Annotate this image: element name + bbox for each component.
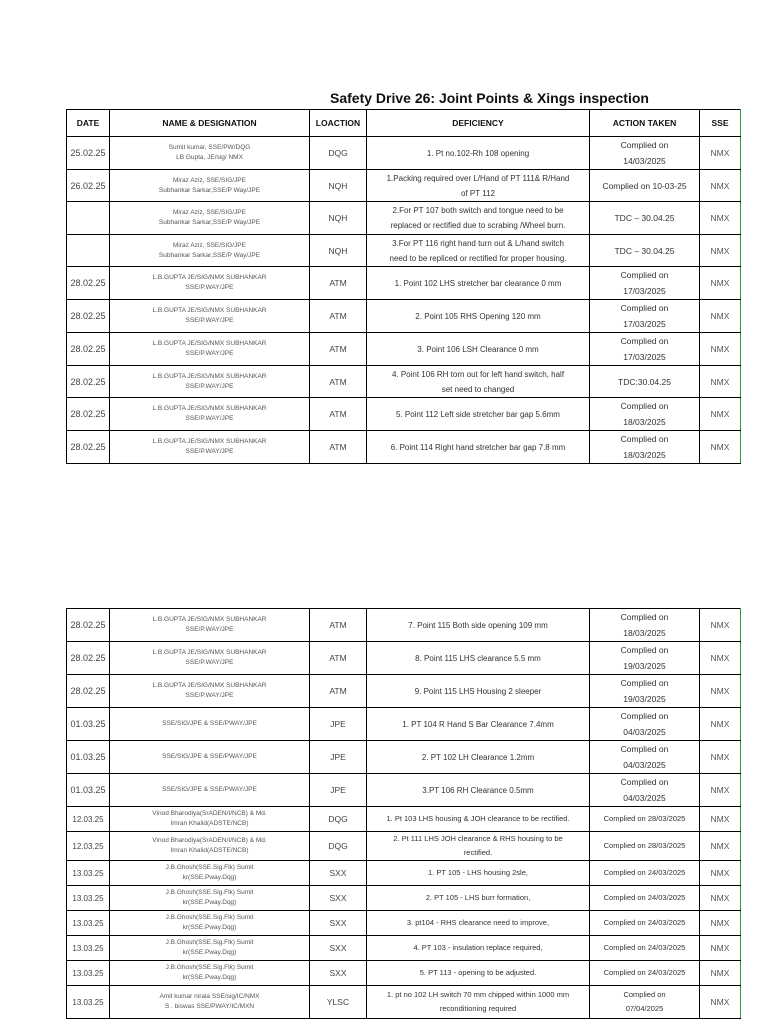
table-row xyxy=(67,366,741,398)
name-cell: Miraz Aziz, SSE/SIG/JPE Subhankar Sarkar,SSE/P Way/JPE xyxy=(110,235,310,267)
location-cell: JPE xyxy=(310,774,367,807)
date-cell: 28.02.25 xyxy=(67,431,110,464)
table-row xyxy=(67,832,741,861)
table-row xyxy=(67,986,741,1019)
table-row xyxy=(67,774,741,807)
action-cell: Complied on 28/03/2025 xyxy=(590,807,700,832)
deficiency-cell: 2.For PT 107 both switch and tongue need to be replaced or rectified due to scrabing /Wheel burn. xyxy=(367,202,590,235)
deficiency-cell: 8. Point 115 LHS clearance 5.5 mm xyxy=(367,642,590,675)
action-cell: Complied on 04/03/2025 xyxy=(590,741,700,774)
deficiency-cell: 6. Point 114 Right hand stretcher bar gap 7.8 mm xyxy=(367,431,590,464)
deficiency-cell: 1. Pt no.102-Rh 108 opening xyxy=(367,137,590,170)
date-cell: 26.02.25 xyxy=(67,170,110,202)
sse-cell: NMX xyxy=(700,807,741,832)
date-cell: 28.02.25 xyxy=(67,609,110,642)
date-cell: 28.02.25 xyxy=(67,675,110,708)
date-cell: 13.03.25 xyxy=(67,886,110,911)
sse-cell: NMX xyxy=(700,202,741,235)
deficiency-cell: 7. Point 115 Both side opening 109 mm xyxy=(367,609,590,642)
name-cell: L.B.GUPTA JE/SIG/NMX SUBHANKAR SSE/P.WAY/JPE xyxy=(110,333,310,366)
table-header-row xyxy=(67,110,741,137)
table-row xyxy=(67,170,741,202)
name-cell: L.B.GUPTA JE/SIG/NMX SUBHANKAR SSE/P.WAY/JPE xyxy=(110,609,310,642)
table-row xyxy=(67,936,741,961)
deficiency-cell: 2. Point 105 RHS Opening 120 mm xyxy=(367,300,590,333)
action-cell: Complied on 18/03/2025 xyxy=(590,398,700,431)
deficiency-cell: 1. Pt 103 LHS housing & JOH clearance to be rectified. xyxy=(367,807,590,832)
location-cell: SXX xyxy=(310,861,367,886)
date-cell: 28.02.25 xyxy=(67,366,110,398)
name-cell: SSE/SIG/JPE & SSE/PWAY/JPE xyxy=(110,774,310,807)
date-cell: 13.03.25 xyxy=(67,961,110,986)
sse-cell: NMX xyxy=(700,398,741,431)
sse-cell: NMX xyxy=(700,911,741,936)
sse-cell: NMX xyxy=(700,642,741,675)
location-cell: ATM xyxy=(310,300,367,333)
date-cell: 13.03.25 xyxy=(67,986,110,1019)
date-cell xyxy=(67,202,110,235)
location-cell: ATM xyxy=(310,333,367,366)
name-cell: SSE/SIG/JPE & SSE/PWAY/JPE xyxy=(110,708,310,741)
action-cell: Complied on 17/03/2025 xyxy=(590,333,700,366)
name-cell: J.B.Ghosh(SSE.Sig.Flk) Sumit kr(SSE.Pway.Dqg) xyxy=(110,961,310,986)
action-cell: Complied on 19/03/2025 xyxy=(590,675,700,708)
action-cell: Complied on 17/03/2025 xyxy=(590,300,700,333)
name-cell: L.B.GUPTA JE/SIG/NMX SUBHANKAR SSE/P.WAY/JPE xyxy=(110,431,310,464)
action-cell: Complied on 17/03/2025 xyxy=(590,267,700,300)
location-cell: YLSC xyxy=(310,986,367,1019)
sse-cell: NMX xyxy=(700,300,741,333)
location-cell: SXX xyxy=(310,936,367,961)
action-cell: Complied on 18/03/2025 xyxy=(590,431,700,464)
table-row xyxy=(67,431,741,464)
location-cell: ATM xyxy=(310,267,367,300)
table-row xyxy=(67,741,741,774)
header-action: ACTION TAKEN xyxy=(590,110,700,137)
sse-cell: NMX xyxy=(700,137,741,170)
table-row xyxy=(67,235,741,267)
action-cell: Complied on 24/03/2025 xyxy=(590,886,700,911)
location-cell: DQG xyxy=(310,832,367,861)
table-row xyxy=(67,807,741,832)
deficiency-cell: 2. PT 102 LH Clearance 1.2mm xyxy=(367,741,590,774)
header-name: NAME & DESIGNATION xyxy=(110,110,310,137)
name-cell: SSE/SIG/JPE & SSE/PWAY/JPE xyxy=(110,741,310,774)
location-cell: SXX xyxy=(310,961,367,986)
sse-cell: NMX xyxy=(700,986,741,1019)
name-cell: Miraz Aziz, SSE/SIG/JPE Subhankar Sarkar,SSE/P Way/JPE xyxy=(110,202,310,235)
action-cell: Complied on 10-03-25 xyxy=(590,170,700,202)
deficiency-cell: 1. PT 104 R Hand S Bar Clearance 7.4mm xyxy=(367,708,590,741)
deficiency-cell: 1. pt no 102 LH switch 70 mm chipped within 1000 mm reconditioning required xyxy=(367,986,590,1019)
name-cell: L.B.GUPTA JE/SIG/NMX SUBHANKAR SSE/P.WAY/JPE xyxy=(110,366,310,398)
date-cell: 28.02.25 xyxy=(67,300,110,333)
table-row xyxy=(67,886,741,911)
name-cell: Amit kumar nirala SSE/sig/IC/NMX S . biswas SSE/PWAY/IC/MXN xyxy=(110,986,310,1019)
deficiency-cell: 4. Point 106 RH torn out for left hand switch, half set need to changed xyxy=(367,366,590,398)
location-cell: ATM xyxy=(310,675,367,708)
sse-cell: NMX xyxy=(700,609,741,642)
date-cell: 13.03.25 xyxy=(67,936,110,961)
location-cell: NQH xyxy=(310,170,367,202)
location-cell: ATM xyxy=(310,431,367,464)
location-cell: ATM xyxy=(310,366,367,398)
name-cell: Vinod Bharodiya(SrADEN/I/NCB) & Md. Imran Khalid(ADSTE/NCB) xyxy=(110,832,310,861)
date-cell: 12.03.25 xyxy=(67,832,110,861)
name-cell: Vinod Bharodiya(SrADEN/I/NCB) & Md. Imran Khalid(ADSTE/NCB) xyxy=(110,807,310,832)
table-row xyxy=(67,137,741,170)
sse-cell: NMX xyxy=(700,366,741,398)
sse-cell: NMX xyxy=(700,267,741,300)
name-cell: L.B.GUPTA JE/SIG/NMX SUBHANKAR SSE/P.WAY/JPE xyxy=(110,642,310,675)
table-row xyxy=(67,961,741,986)
action-cell: Complied on 28/03/2025 xyxy=(590,832,700,861)
location-cell: DQG xyxy=(310,137,367,170)
deficiency-cell: 5. Point 112 Left side stretcher bar gap 5.6mm xyxy=(367,398,590,431)
name-cell: L.B.GUPTA JE/SIG/NMX SUBHANKAR SSE/P.WAY/JPE xyxy=(110,267,310,300)
location-cell: ATM xyxy=(310,609,367,642)
table-row xyxy=(67,708,741,741)
date-cell: 28.02.25 xyxy=(67,333,110,366)
deficiency-cell: 2. Pt 111 LHS JOH clearance & RHS housing to be rectified. xyxy=(367,832,590,861)
action-cell: Complied on 18/03/2025 xyxy=(590,609,700,642)
sse-cell: NMX xyxy=(700,235,741,267)
location-cell: SXX xyxy=(310,886,367,911)
sse-cell: NMX xyxy=(700,708,741,741)
name-cell: Miraz Aziz, SSE/SIG/JPE Subhankar Sarkar,SSE/P Way/JPE xyxy=(110,170,310,202)
location-cell: NQH xyxy=(310,202,367,235)
date-cell: 13.03.25 xyxy=(67,911,110,936)
location-cell: ATM xyxy=(310,398,367,431)
table-row xyxy=(67,398,741,431)
table-row xyxy=(67,609,741,642)
sse-cell: NMX xyxy=(700,961,741,986)
location-cell: DQG xyxy=(310,807,367,832)
date-cell: 12.03.25 xyxy=(67,807,110,832)
table-row xyxy=(67,675,741,708)
inspection-table-1 xyxy=(66,109,741,464)
deficiency-cell: 3. Point 106 LSH Clearance 0 mm xyxy=(367,333,590,366)
document-title: Safety Drive 26: Joint Points & Xings inspection xyxy=(330,90,649,106)
deficiency-cell: 3.PT 106 RH Clearance 0.5mm xyxy=(367,774,590,807)
date-cell: 01.03.25 xyxy=(67,708,110,741)
action-cell: Complied on 24/03/2025 xyxy=(590,861,700,886)
location-cell: NQH xyxy=(310,235,367,267)
deficiency-cell: 3. pt104 - RHS clearance need to improve, xyxy=(367,911,590,936)
name-cell: L.B.GUPTA JE/SIG/NMX SUBHANKAR SSE/P.WAY/JPE xyxy=(110,675,310,708)
sse-cell: NMX xyxy=(700,333,741,366)
deficiency-cell: 1. Point 102 LHS stretcher bar clearance 0 mm xyxy=(367,267,590,300)
header-sse: SSE xyxy=(700,110,741,137)
action-cell: Complied on 24/03/2025 xyxy=(590,911,700,936)
header-deficiency: DEFICIENCY xyxy=(367,110,590,137)
name-cell: J.B.Ghosh(SSE.Sig.Flk) Sumit kr(SSE.Pway.Dqg) xyxy=(110,911,310,936)
deficiency-cell: 3.For PT 116 right hand turn out & L/hand switch need to be repliced or rectified for proper housing. xyxy=(367,235,590,267)
deficiency-cell: 5. PT 113 - opening to be adjusted. xyxy=(367,961,590,986)
sse-cell: NMX xyxy=(700,774,741,807)
name-cell: Sumit kumar, SSE/PW/DQG LB Gupta, JE/sig/ NMX xyxy=(110,137,310,170)
table-row xyxy=(67,911,741,936)
date-cell: 01.03.25 xyxy=(67,774,110,807)
table-row xyxy=(67,333,741,366)
action-cell: Complied on 04/03/2025 xyxy=(590,708,700,741)
sse-cell: NMX xyxy=(700,431,741,464)
location-cell: JPE xyxy=(310,741,367,774)
sse-cell: NMX xyxy=(700,886,741,911)
sse-cell: NMX xyxy=(700,936,741,961)
name-cell: L.B.GUPTA JE/SIG/NMX SUBHANKAR SSE/P.WAY/JPE xyxy=(110,300,310,333)
sse-cell: NMX xyxy=(700,861,741,886)
date-cell: 13.03.25 xyxy=(67,861,110,886)
name-cell: J.B.Ghosh(SSE.Sig.Flk) Sumit kr(SSE.Pway.Dqg) xyxy=(110,936,310,961)
sse-cell: NMX xyxy=(700,170,741,202)
date-cell: 28.02.25 xyxy=(67,642,110,675)
location-cell: ATM xyxy=(310,642,367,675)
table-row xyxy=(67,202,741,235)
action-cell: Complied on 24/03/2025 xyxy=(590,961,700,986)
name-cell: J.B.Ghosh(SSE.Sig.Flk) Sumit kr(SSE.Pway.Dqg) xyxy=(110,886,310,911)
date-cell: 25.02.25 xyxy=(67,137,110,170)
header-date: DATE xyxy=(67,110,110,137)
date-cell xyxy=(67,235,110,267)
action-cell: TDC – 30.04.25 xyxy=(590,202,700,235)
action-cell: Complied on 07/04/2025 xyxy=(590,986,700,1019)
deficiency-cell: 9. Point 115 LHS Housing 2 sleeper xyxy=(367,675,590,708)
inspection-table-2 xyxy=(66,608,741,1019)
table-row xyxy=(67,267,741,300)
location-cell: JPE xyxy=(310,708,367,741)
table-row xyxy=(67,861,741,886)
action-cell: TDC – 30.04.25 xyxy=(590,235,700,267)
deficiency-cell: 1. PT 105 - LHS housing 2sle, xyxy=(367,861,590,886)
sse-cell: NMX xyxy=(700,675,741,708)
date-cell: 01.03.25 xyxy=(67,741,110,774)
date-cell: 28.02.25 xyxy=(67,398,110,431)
action-cell: Complied on 24/03/2025 xyxy=(590,936,700,961)
date-cell: 28.02.25 xyxy=(67,267,110,300)
name-cell: J.B.Ghosh(SSE.Sig.Flk) Sumit kr(SSE.Pway.Dqg) xyxy=(110,861,310,886)
action-cell: TDC:30.04.25 xyxy=(590,366,700,398)
action-cell: Complied on 19/03/2025 xyxy=(590,642,700,675)
table-row xyxy=(67,300,741,333)
deficiency-cell: 1.Packing required over L/Hand of PT 111& R/Hand of PT 112 xyxy=(367,170,590,202)
table-row xyxy=(67,642,741,675)
header-location: LOACTION xyxy=(310,110,367,137)
location-cell: SXX xyxy=(310,911,367,936)
name-cell: L.B.GUPTA JE/SIG/NMX SUBHANKAR SSE/P.WAY/JPE xyxy=(110,398,310,431)
sse-cell: NMX xyxy=(700,832,741,861)
deficiency-cell: 4. PT 103 - insulation replace required, xyxy=(367,936,590,961)
action-cell: Complied on 04/03/2025 xyxy=(590,774,700,807)
action-cell: Complied on 14/03/2025 xyxy=(590,137,700,170)
sse-cell: NMX xyxy=(700,741,741,774)
deficiency-cell: 2. PT 105 - LHS burr formation, xyxy=(367,886,590,911)
